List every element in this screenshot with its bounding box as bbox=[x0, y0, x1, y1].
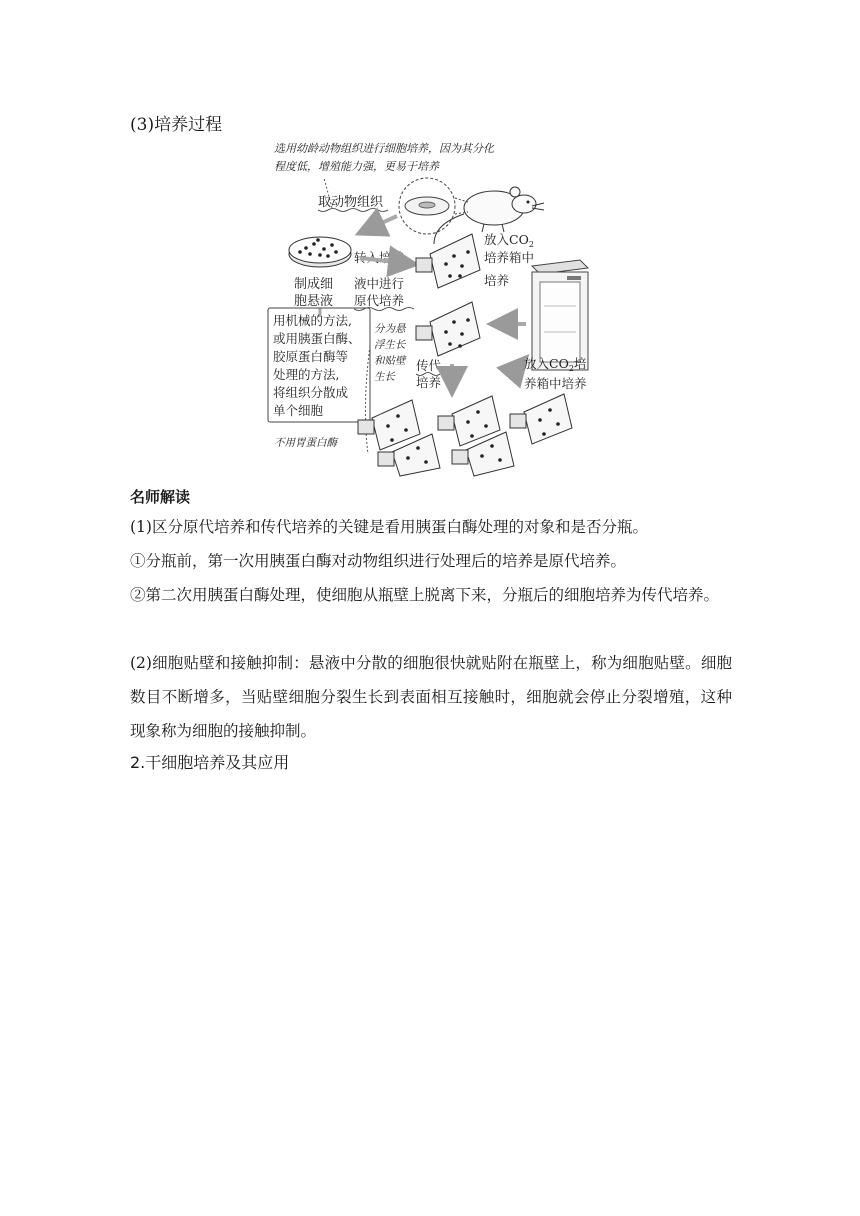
note-split-1: 分为悬 bbox=[374, 323, 406, 335]
method-line-4: 处理的方法, bbox=[273, 367, 340, 382]
arrow-tissue-to-suspension bbox=[362, 216, 397, 232]
co2-incubator-icon bbox=[532, 260, 588, 370]
label-suspension-2: 胞悬液 bbox=[294, 294, 334, 309]
paragraph-4: (2)细胞贴壁和接触抑制：悬液中分散的细胞很快就贴附在瓶壁上，称为细胞贴壁。细胞数目不断增多，当贴壁细胞分裂生长到表面相互接触时，细胞就会停止分裂增殖，这种现象称为细胞的接触抑制。 bbox=[130, 654, 732, 740]
paragraph-2: ①分瓶前，第一次用胰蛋白酶对动物组织进行处理后的培养是原代培养。 bbox=[130, 552, 627, 570]
subculture-flask-bottom-1 bbox=[358, 400, 420, 450]
next-section-title: 2.干细胞培养及其应用 bbox=[130, 753, 290, 772]
subculture-flask-bottom-3 bbox=[510, 394, 572, 444]
paragraph-1: (1)区分原代培养和传代培养的关键是看用胰蛋白酶处理的对象和是否分瓶。 bbox=[130, 518, 648, 536]
label-take-tissue: 取动物组织 bbox=[318, 195, 384, 210]
note-young-tissue-1: 选用幼龄动物组织进行细胞培养，因为其分化 bbox=[274, 142, 494, 155]
label-co2-right: 放入$CO_2$培 bbox=[524, 356, 587, 373]
note-split-3: 和贴壁 bbox=[374, 355, 406, 367]
method-line-5: 将组织分散成 bbox=[273, 385, 349, 400]
culture-process-figure bbox=[262, 136, 592, 478]
label-transfer-3: 原代培养 bbox=[354, 293, 405, 308]
label-co2-top: 放入$CO_2$ bbox=[484, 232, 534, 249]
section-title: (3)培养过程 bbox=[130, 115, 223, 135]
label-transfer-2: 液中进行 bbox=[354, 276, 405, 291]
dotted-arrow-no-pepsin bbox=[365, 346, 370, 454]
note-split-4: 生长 bbox=[374, 371, 395, 383]
method-line-3: 胶原蛋白酶等 bbox=[273, 349, 349, 364]
label-co2-right-2: 养箱中培养 bbox=[524, 376, 587, 391]
label-co2-top-3: 培养 bbox=[484, 273, 510, 288]
note-split-2: 浮生长 bbox=[374, 339, 406, 351]
culture-process-diagram bbox=[262, 136, 592, 478]
paragraph-3: ②第二次用胰蛋白酶处理，使细胞从瓶壁上脱离下来，分瓶后的细胞培养为传代培养。 bbox=[130, 586, 720, 604]
label-passage-2: 培养 bbox=[416, 375, 442, 390]
arrow-to-incubator bbox=[510, 360, 524, 376]
note-young-tissue-2: 程度低，增殖能力强，更易于培养 bbox=[274, 160, 439, 173]
suspension-dish bbox=[289, 237, 351, 267]
label-suspension-1: 制成细 bbox=[294, 277, 334, 292]
method-line-1: 用机械的方法, bbox=[273, 313, 352, 328]
interpretation-heading: 名师解读 bbox=[130, 488, 191, 506]
label-passage-1: 传代 bbox=[416, 358, 442, 373]
subculture-flask bbox=[416, 302, 480, 356]
primary-culture-flask bbox=[416, 234, 480, 288]
method-line-2: 或用胰蛋白酶、 bbox=[273, 331, 361, 346]
note-no-pepsin: 不用胃蛋白酶 bbox=[274, 437, 337, 449]
label-transfer-1: 转入培养 bbox=[354, 250, 405, 265]
method-line-6: 单个细胞 bbox=[273, 403, 324, 418]
tissue-piece bbox=[419, 202, 435, 208]
label-co2-top-2: 培养箱中 bbox=[484, 250, 535, 265]
